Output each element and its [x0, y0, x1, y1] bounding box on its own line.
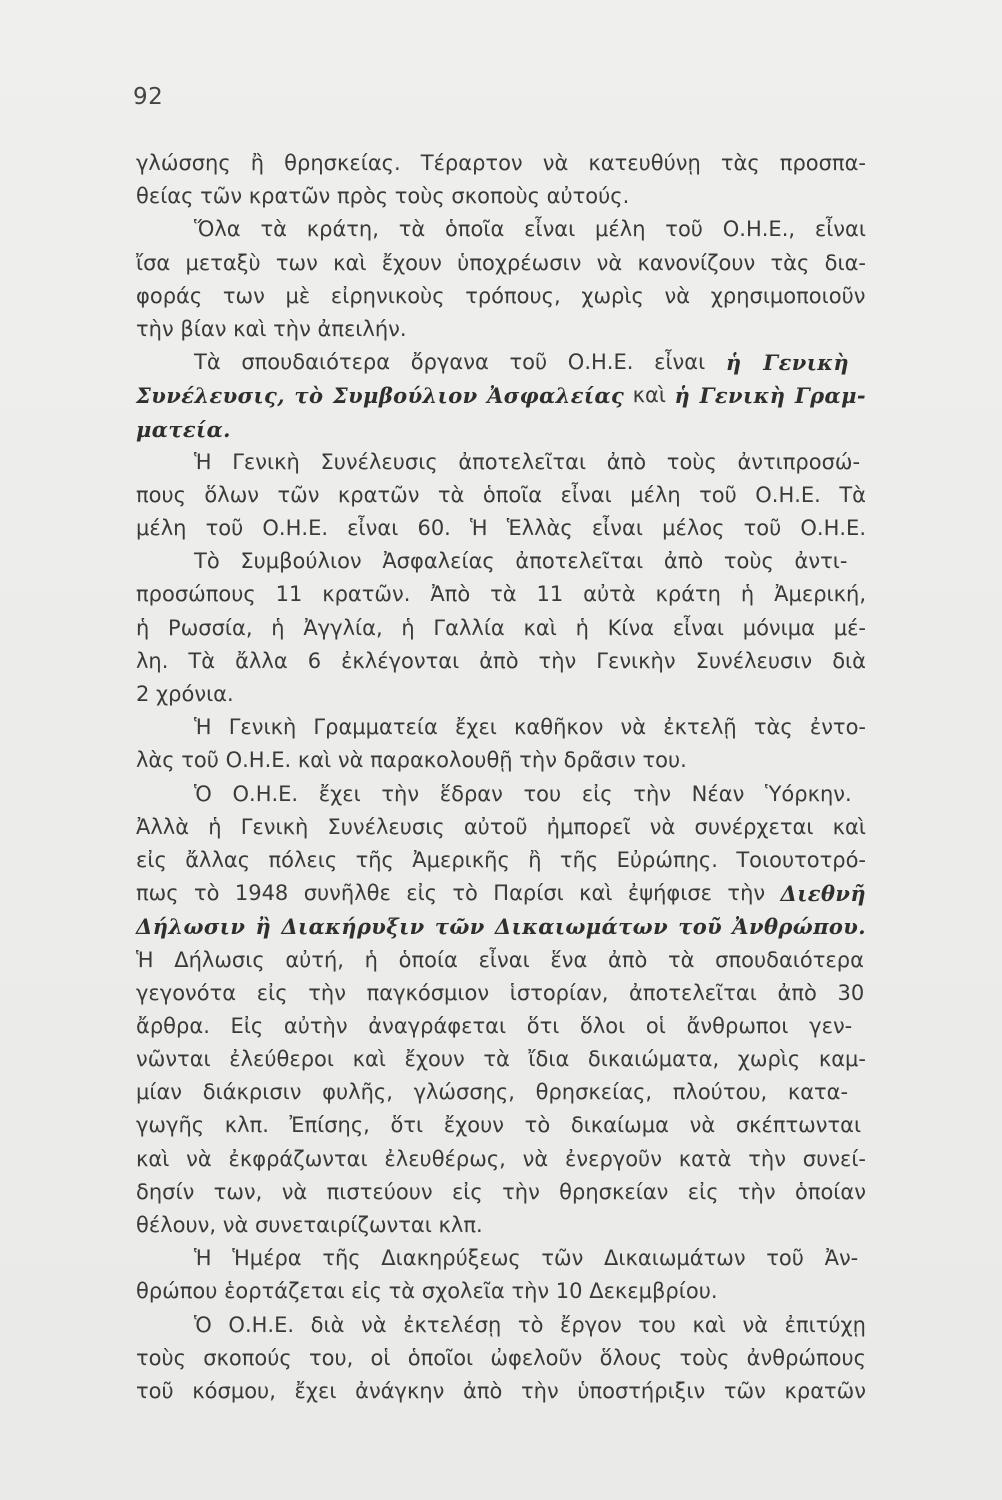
text-segment: φοράς των μὲ εἰρηνικοὺς τρόπους, χωρὶς νὰ χρησιμοποιοῦν: [136, 283, 866, 308]
body-text: [136, 147, 866, 1408]
text-segment: θέλουν, νὰ συνεταιρίζωνται κλπ.: [136, 1213, 483, 1237]
text-line: [136, 1209, 866, 1242]
text-line: [136, 944, 866, 977]
text-segment: τοὺς σκοπούς του, οἱ ὁποῖοι ὠφελοῦν ὅλους τοὺς ἀνθρώπους: [136, 1345, 866, 1370]
text-segment: γλώσσης ἢ θρησκείας. Τέραρτον νὰ κατευθύνῃ τὰς προσπα-: [136, 151, 866, 175]
text-segment: τὴν βίαν καὶ τὴν ἀπειλήν.: [136, 316, 407, 341]
text-line: [136, 247, 866, 280]
text-line: [136, 180, 866, 213]
text-line: [136, 612, 866, 645]
text-line: [136, 811, 866, 844]
text-segment: πως τὸ 1948 συνῆλθε εἰς τὸ Παρίσι καὶ ἐψήφισε τὴν: [136, 881, 781, 906]
text-segment: Ἡ Δήλωσις αὐτή, ἡ ὁποία εἶναι ἕνα ἀπὸ τὰ σπουδαιότερα: [136, 947, 864, 972]
text-segment: Ὅλα τὰ κράτη, τὰ ὁποῖα εἶναι μέλη τοῦ Ο.Η.Ε., εἶναι: [194, 217, 866, 242]
text-segment: Τὰ σπουδαιότερα ὄργανα τοῦ Ο.Η.Ε. εἶναι: [194, 350, 726, 375]
text-line: [136, 346, 866, 379]
text-segment: Ὁ Ο.Η.Ε. ἔχει τὴν ἕδραν του εἰς τὴν Νέαν Ὑόρκην.: [194, 781, 852, 806]
text-segment: καὶ: [624, 383, 675, 408]
text-line: [136, 1242, 866, 1275]
text-segment: μίαν διάκρισιν φυλῆς, γλώσσης, θρησκείας, πλούτου, κατα-: [136, 1080, 849, 1105]
text-line: [136, 1275, 866, 1308]
text-segment: καὶ νὰ ἐκφράζωνται ἐλευθέρως, νὰ ἐνεργοῦν κατὰ τὴν συνεί-: [136, 1146, 866, 1171]
emphasized-term: ἡ Γενικὴ Γραμ-: [674, 383, 866, 409]
text-line: [136, 313, 866, 346]
text-segment: γεγονότα εἰς τὴν παγκόσμιον ἱστορίαν, ἀποτελεῖται ἀπὸ 30: [136, 980, 865, 1005]
text-line: [136, 711, 866, 744]
text-line: [136, 678, 866, 711]
text-line: [136, 545, 866, 578]
emphasized-term: ἡ Γενικὴ: [725, 350, 850, 376]
text-segment: Ἡ Γενικὴ Συνέλευσις ἀποτελεῖται ἀπὸ τοὺς ἀντιπροσώ-: [194, 449, 861, 474]
text-segment: Τὸ Συμβούλιον Ἀσφαλείας ἀποτελεῖται ἀπὸ τοὺς ἀντι-: [194, 549, 848, 574]
text-segment: δησίν των, νὰ πιστεύουν εἰς τὴν θρησκείαν εἰς τὴν ὁποίαν: [136, 1179, 866, 1204]
text-segment: ἴσα μεταξὺ των καὶ ἔχουν ὑποχρέωσιν νὰ κανονίζουν τὰς δια-: [136, 250, 866, 275]
text-segment: θείας τῶν κρατῶν πρὸς τοὺς σκοποὺς αὐτούς.: [136, 184, 630, 209]
text-line: [136, 877, 866, 910]
text-line: [136, 578, 866, 611]
emphasized-term: Δήλωσιν ἢ Διακήρυξιν τῶν Δικαιωμάτων τοῦ Ἀνθρώπου.: [136, 914, 866, 940]
text-segment: ἡ Ρωσσία, ἡ Ἀγγλία, ἡ Γαλλία καὶ ἡ Κίνα εἶναι μόνιμα μέ-: [136, 615, 866, 640]
text-segment: ἄρθρα. Εἰς αὐτὴν ἀναγράφεται ὅτι ὅλοι οἱ ἄνθρωποι γεν-: [136, 1013, 853, 1038]
text-segment: Ὁ Ο.Η.Ε. διὰ νὰ ἐκτελέσῃ τὸ ἔργον του καὶ νὰ ἐπιτύχῃ: [194, 1312, 866, 1337]
text-line: [136, 147, 866, 180]
text-line: [136, 1176, 866, 1209]
text-segment: Ἡ Ἡμέρα τῆς Διακηρύξεως τῶν Δικαιωμάτων τοῦ Ἀν-: [194, 1246, 859, 1271]
text-segment: μέλη τοῦ Ο.Η.Ε. εἶναι 60. Ἡ Ἑλλὰς εἶναι μέλος τοῦ Ο.Η.Ε.: [136, 516, 866, 541]
text-segment: πους ὅλων τῶν κρατῶν τὰ ὁποῖα εἶναι μέλη τοῦ Ο.Η.Ε. Τὰ: [136, 482, 866, 507]
text-line: [136, 778, 866, 811]
text-line: [136, 844, 866, 877]
text-segment: θρώπου ἑορτάζεται εἰς τὰ σχολεῖα τὴν 10 Δεκεμβρίου.: [136, 1279, 718, 1304]
text-line: [136, 1143, 866, 1176]
text-line: [136, 645, 866, 678]
text-line: [136, 1076, 866, 1109]
emphasized-term: Διεθνῆ: [780, 881, 866, 907]
text-segment: λη. Τὰ ἄλλα 6 ἐκλέγονται ἀπὸ τὴν Γενικὴν Συνέλευσιν διὰ: [136, 648, 866, 673]
text-segment: 2 χρόνια.: [136, 682, 234, 706]
text-line: [136, 910, 866, 943]
text-line: [136, 413, 866, 446]
text-line: [136, 280, 866, 313]
emphasized-term: ματεία.: [136, 416, 231, 442]
text-line: [136, 379, 866, 412]
text-line: [136, 446, 866, 479]
text-segment: γωγῆς κλπ. Ἐπίσης, ὅτι ἔχουν τὸ δικαίωμα νὰ σκέπτωνται: [136, 1113, 862, 1138]
text-segment: Ἀλλὰ ἡ Γενικὴ Συνέλευσις αὐτοῦ ἠμπορεῖ νὰ συνέρχεται καὶ: [136, 814, 866, 839]
text-line: [136, 1375, 866, 1408]
text-line: [136, 1109, 866, 1142]
text-line: [136, 1043, 866, 1076]
text-line: [136, 512, 866, 545]
text-line: [136, 1342, 866, 1375]
emphasized-term: Συνέλευσις, τὸ Συμβούλιον Ἀσφαλείας: [136, 383, 625, 409]
text-line: [136, 479, 866, 512]
text-segment: τοῦ κόσμου, ἔχει ἀνάγκην ἀπὸ τὴν ὑποστήριξιν τῶν κρατῶν: [136, 1378, 866, 1403]
text-line: [136, 977, 866, 1010]
page-number: 92: [133, 84, 164, 110]
text-segment: λὰς τοῦ Ο.Η.Ε. καὶ νὰ παρακολουθῇ τὴν δρᾶσιν του.: [136, 748, 687, 773]
text-line: [136, 213, 866, 246]
text-segment: Ἡ Γενικὴ Γραμματεία ἔχει καθῆκον νὰ ἐκτελῇ τὰς ἐντο-: [194, 715, 866, 740]
text-segment: εἰς ἄλλας πόλεις τῆς Ἀμερικῆς ἢ τῆς Εὐρώπης. Τοιουτοτρό-: [136, 847, 866, 872]
text-line: [136, 744, 866, 777]
text-segment: νῶνται ἐλεύθεροι καὶ ἔχουν τὰ ἴδια δικαιώματα, χωρὶς καμ-: [136, 1047, 866, 1072]
text-segment: προσώπους 11 κρατῶν. Ἀπὸ τὰ 11 αὐτὰ κράτη ἡ Ἀμερική,: [136, 582, 866, 607]
text-line: [136, 1010, 866, 1043]
text-line: [136, 1309, 866, 1342]
